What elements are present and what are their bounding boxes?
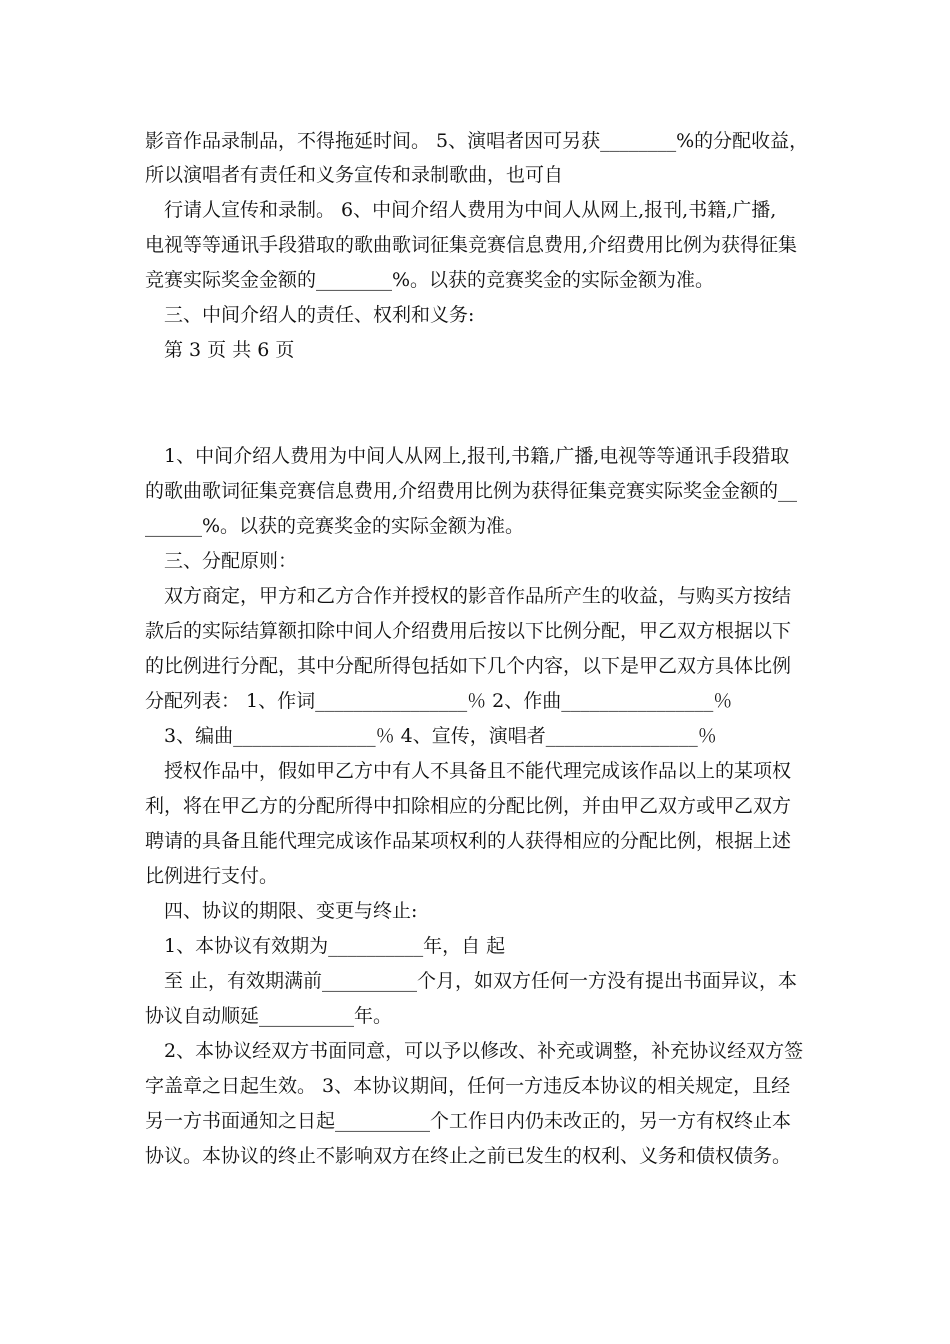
text-line-1: 影音作品录制品，不得拖延时间。 5、演唱者因可另获________%的分配收益，: [145, 130, 809, 152]
text-line-13: 款后的实际结算额扣除中间人介绍费用后按以下比例分配，甲乙双方根据以下: [145, 620, 792, 642]
text-line-5: 竞赛实际奖金金额的________%。以获的竞赛奖金的实际金额为准。: [145, 269, 715, 291]
text-line-24: 协议自动顺延__________年。: [145, 1005, 393, 1027]
text-line-19: 聘请的具备且能代理完成该作品某项权利的人获得相应的分配比例，根据上述: [145, 830, 792, 852]
text-line-15: 分配列表： 1、作词________________％ 2、作曲________________％: [145, 690, 733, 712]
text-line-14: 的比例进行分配，其中分配所得包括如下几个内容，以下是甲乙双方具体比例: [145, 655, 792, 677]
text-line-3: 行请人宣传和录制。 6、中间介绍人费用为中间人从网上,报刊,书籍,广播,: [164, 199, 777, 221]
text-line-28: 协议。本协议的终止不影响双方在终止之前已发生的权利、义务和债权债务。: [145, 1145, 792, 1167]
text-line-25: 2、本协议经双方书面同意，可以予以修改、补充或调整，补充协议经双方签: [164, 1040, 804, 1062]
text-line-26: 字盖章之日起生效。 3、本协议期间，任何一方违反本协议的相关规定，且经: [145, 1075, 791, 1097]
text-line-4: 电视等等通讯手段猎取的歌曲歌词征集竞赛信息费用,介绍费用比例为获得征集: [145, 234, 798, 256]
text-line-10: ______%。以获的竞赛奖金的实际金额为准。: [145, 515, 525, 537]
text-line-27: 另一方书面通知之日起__________个工作日内仍未改正的，另一方有权终止本: [145, 1110, 792, 1132]
text-line-20: 比例进行支付。: [145, 865, 279, 887]
text-line-16: 3、编曲_______________％ 4、宣传，演唱者________________％: [164, 725, 717, 747]
text-line-18: 利，将在甲乙方的分配所得中扣除相应的分配比例，并由甲乙双方或甲乙双方: [145, 795, 792, 817]
text-line-17: 授权作品中，假如甲乙方中有人不具备且不能代理完成该作品以上的某项权: [164, 760, 792, 782]
section-heading-3a: 三、中间介绍人的责任、权利和义务:: [164, 304, 475, 326]
section-heading-4: 四、协议的期限、变更与终止:: [164, 900, 418, 922]
text-line-12: 双方商定，甲方和乙方合作并授权的影音作品所产生的收益，与购买方按结: [164, 585, 792, 607]
page-number: 第 3 页 共 6 页: [164, 339, 295, 361]
text-line-22: 1、本协议有效期为__________年，自 起: [164, 935, 506, 957]
section-heading-3b: 三、分配原则：: [164, 550, 298, 572]
text-line-9: 的歌曲歌词征集竞赛信息费用,介绍费用比例为获得征集竞赛实际奖金金额的__: [145, 480, 798, 502]
text-line-8: 1、中间介绍人费用为中间人从网上,报刊,书籍,广播,电视等等通讯手段猎取: [164, 445, 790, 467]
text-line-2: 所以演唱者有责任和义务宣传和录制歌曲，也可自: [145, 164, 564, 186]
text-line-23: 至 止，有效期满前__________个月，如双方任何一方没有提出书面异议，本: [164, 970, 798, 992]
